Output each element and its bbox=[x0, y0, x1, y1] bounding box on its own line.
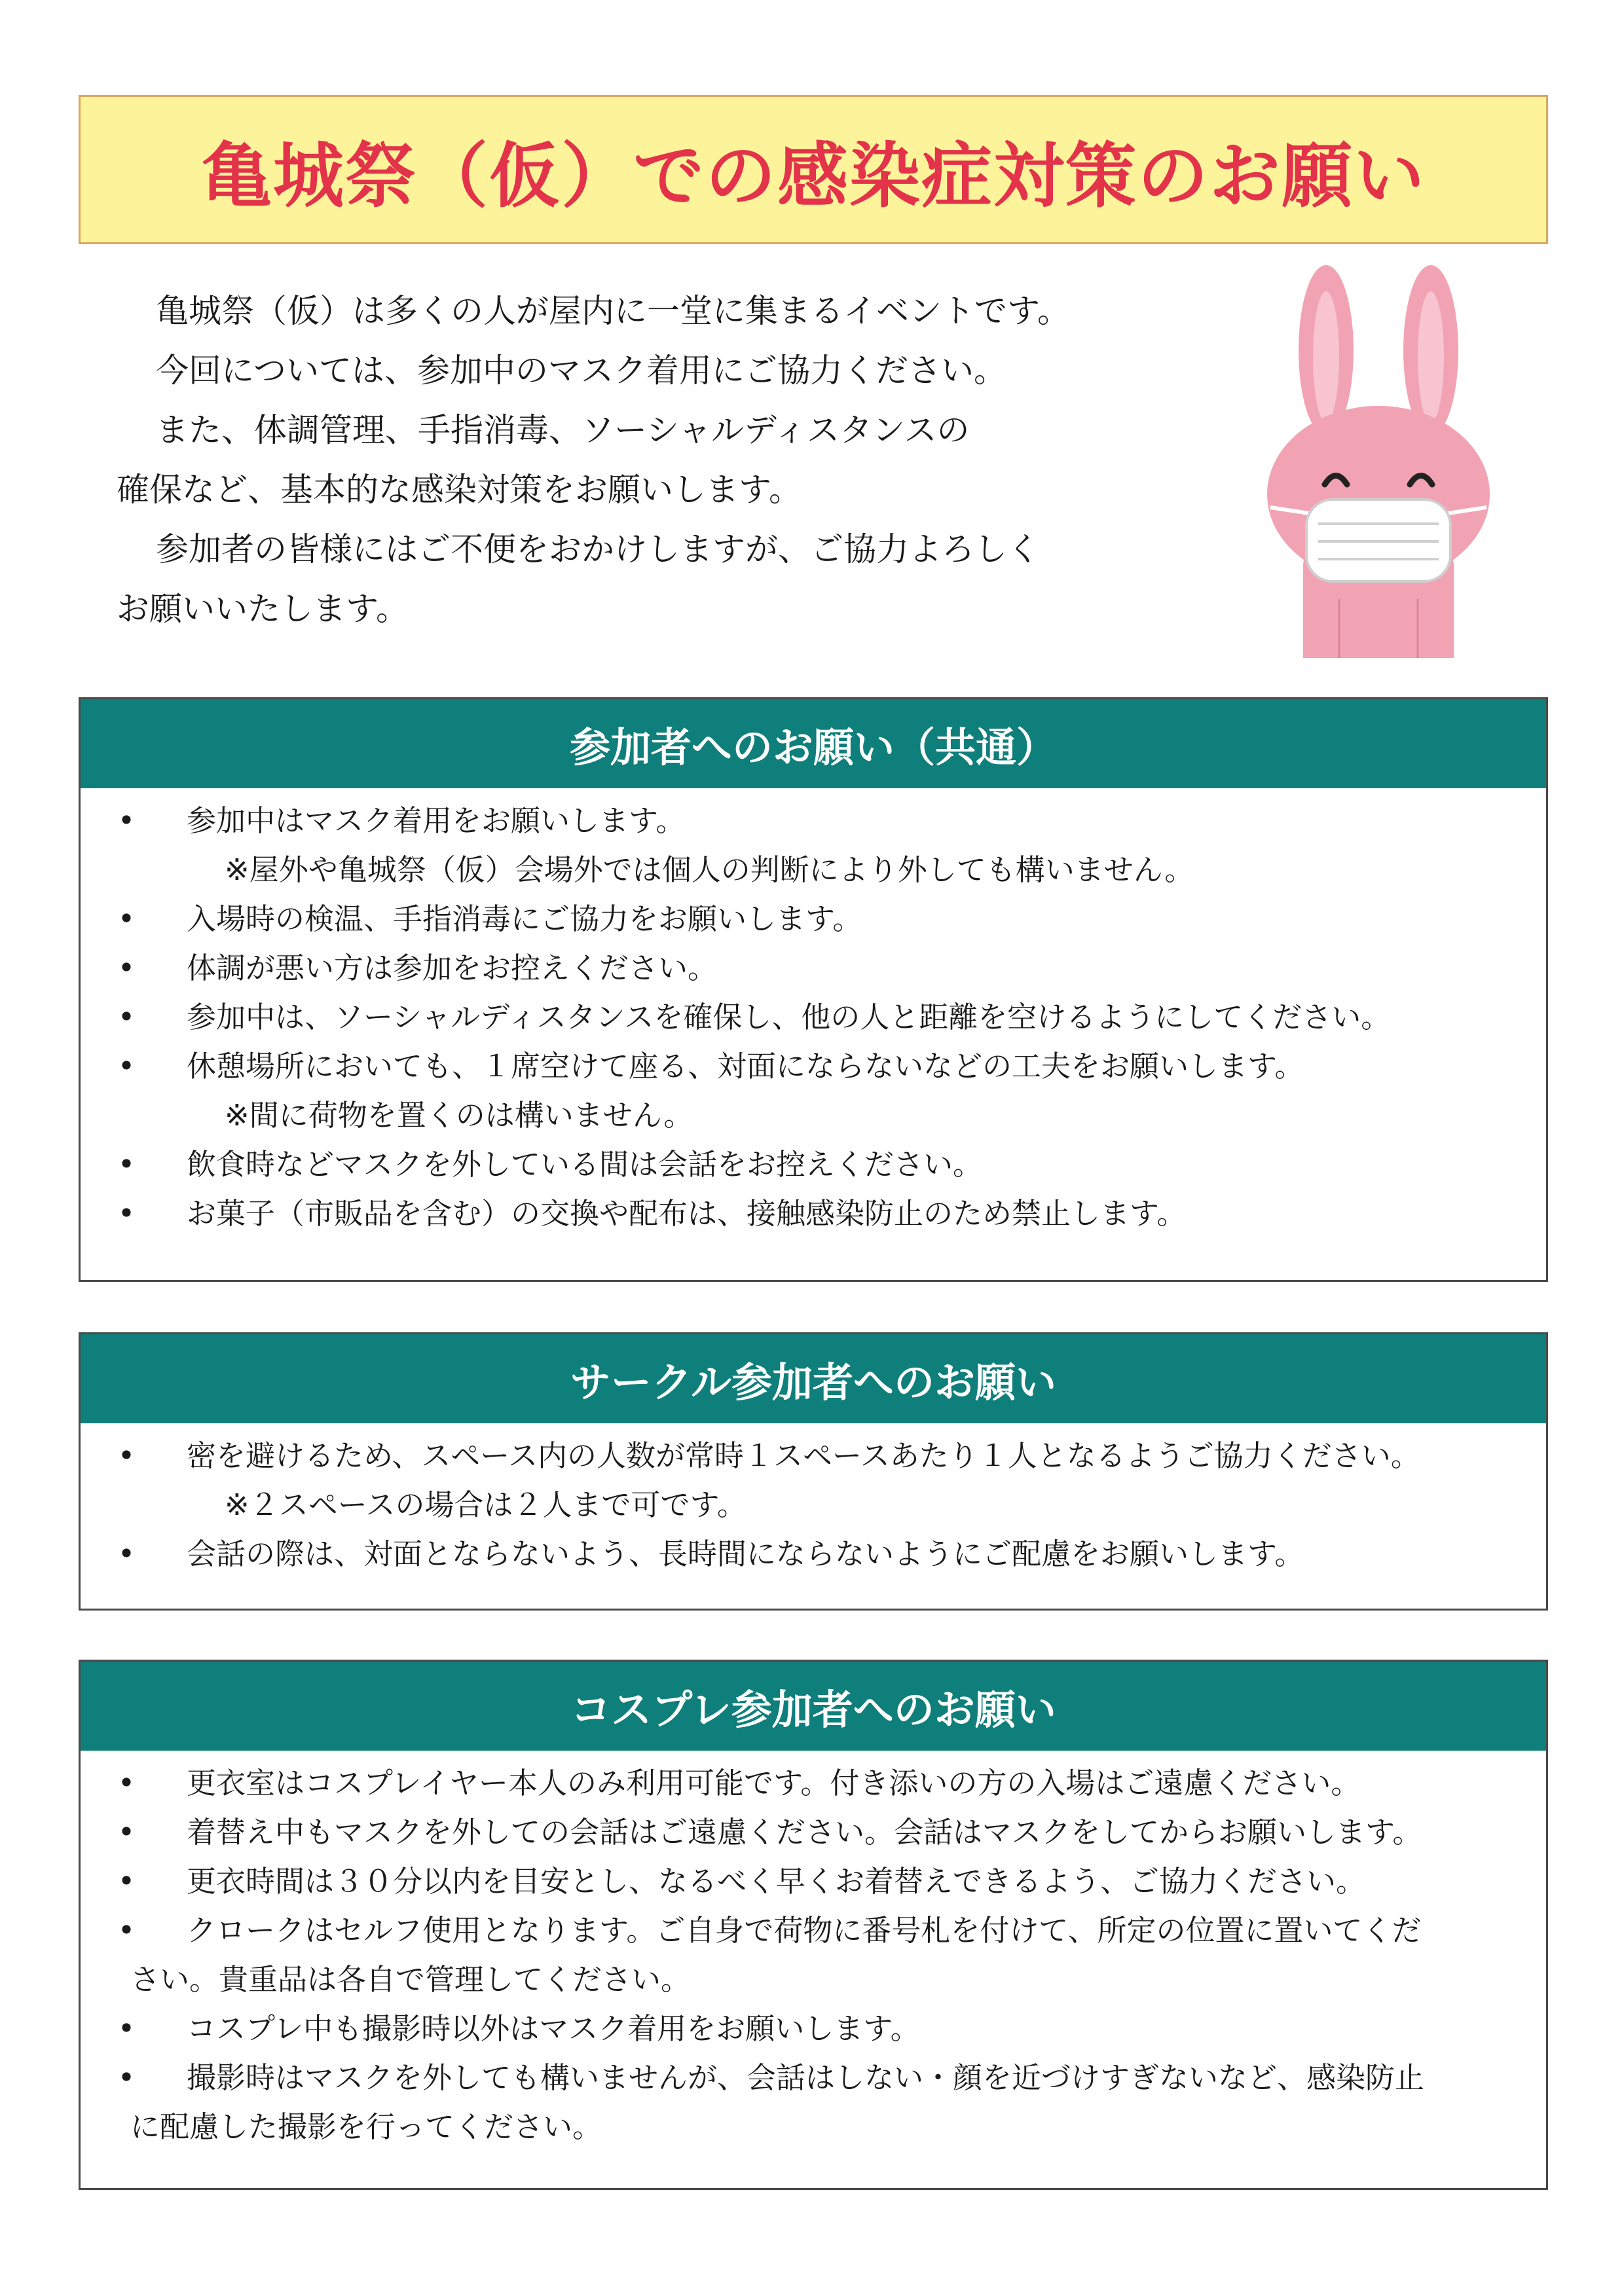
section-body bbox=[81, 788, 1546, 1238]
list-item: • 更衣時間は３０分以内を目安とし、なるべく早くお着替えできるよう、ご協力ください。 bbox=[117, 1864, 1366, 1899]
list-item: • お菓子（市販品を含む）の交換や配布は、接触感染防止のため禁止します。 bbox=[117, 1196, 1187, 1231]
list-item: • 密を避けるため、スペース内の人数が常時１スペースあたり１人となるようご協力ください。 bbox=[117, 1438, 1420, 1473]
section-header: サークル参加者へのお願い bbox=[81, 1334, 1546, 1423]
section-common bbox=[79, 697, 1548, 1282]
intro-line: 参加者の皆様にはご不便をおかけしますが、ご協力よろしく bbox=[156, 530, 1040, 568]
list-item: • 入場時の検温、手指消毒にご協力をお願いします。 bbox=[117, 902, 862, 936]
title-banner bbox=[79, 95, 1548, 244]
list-item: • コスプレ中も撮影時以外はマスク着用をお願いします。 bbox=[117, 2011, 920, 2046]
section-circle bbox=[79, 1332, 1548, 1611]
list-item: • 会話の際は、対面とならないよう、長時間にならないようにご配慮をお願いします。 bbox=[117, 1537, 1304, 1571]
list-item: • 休憩場所においても、１席空けて座る、対面にならないなどの工夫をお願いします。 bbox=[117, 1049, 1304, 1084]
section-cosplay bbox=[79, 1660, 1548, 2190]
section-body bbox=[81, 1423, 1546, 1578]
page-title: 亀城祭（仮）での感染症対策のお願い bbox=[200, 135, 1426, 217]
list-item: • 更衣室はコスプレイヤー本人のみ利用可能です。付き添いの方の入場はご遠慮ください。 bbox=[117, 1766, 1361, 1800]
intro-line: また、体調管理、手指消毒、ソーシャルディスタンスの bbox=[156, 411, 970, 449]
list-item: • 体調が悪い方は参加をお控えください。 bbox=[117, 951, 718, 985]
list-item: • 飲食時などマスクを外している間は会話をお控えください。 bbox=[117, 1147, 983, 1182]
list-item: • クロークはセルフ使用となります。ご自身で荷物に番号札を付けて、所定の位置に置いてくだ bbox=[117, 1913, 1422, 1948]
section-body bbox=[81, 1751, 1546, 2151]
list-item: • 着替え中もマスクを外しての会話はご遠慮ください。会話はマスクをしてからお願いします。 bbox=[117, 1815, 1422, 1850]
section-header: コスプレ参加者へのお願い bbox=[81, 1662, 1546, 1751]
list-note: ※屋外や亀城祭（仮）会場外では個人の判断により外しても構いません。 bbox=[225, 852, 1194, 887]
list-item-continuation: に配慮した撮影を行ってください。 bbox=[130, 2109, 602, 2144]
list-note: ※２スペースの場合は２人まで可です。 bbox=[225, 1487, 747, 1522]
list-item: • 参加中はマスク着用をお願いします。 bbox=[117, 803, 686, 838]
intro-line: お願いいたします。 bbox=[117, 590, 409, 628]
list-note: ※間に荷物を置くのは構いません。 bbox=[225, 1098, 693, 1133]
intro-text bbox=[117, 282, 1230, 639]
intro-line: 今回については、参加中のマスク着用にご協力ください。 bbox=[156, 352, 1006, 390]
list-item: • 撮影時はマスクを外しても構いませんが、会話はしない・顔を近づけすぎないなど、感染防止 bbox=[117, 2060, 1425, 2095]
list-item: • 参加中は、ソーシャルディスタンスを確保し、他の人と距離を空けるようにしてください。 bbox=[117, 1000, 1391, 1034]
masked-rabbit-icon bbox=[1241, 259, 1516, 665]
list-item-continuation: さい。貴重品は各自で管理してください。 bbox=[130, 1962, 691, 1997]
intro-line: 亀城祭（仮）は多くの人が屋内に一堂に集まるイベントです。 bbox=[156, 292, 1070, 330]
intro-line: 確保など、基本的な感染対策をお願いします。 bbox=[117, 471, 802, 509]
section-header: 参加者へのお願い（共通） bbox=[81, 699, 1546, 788]
